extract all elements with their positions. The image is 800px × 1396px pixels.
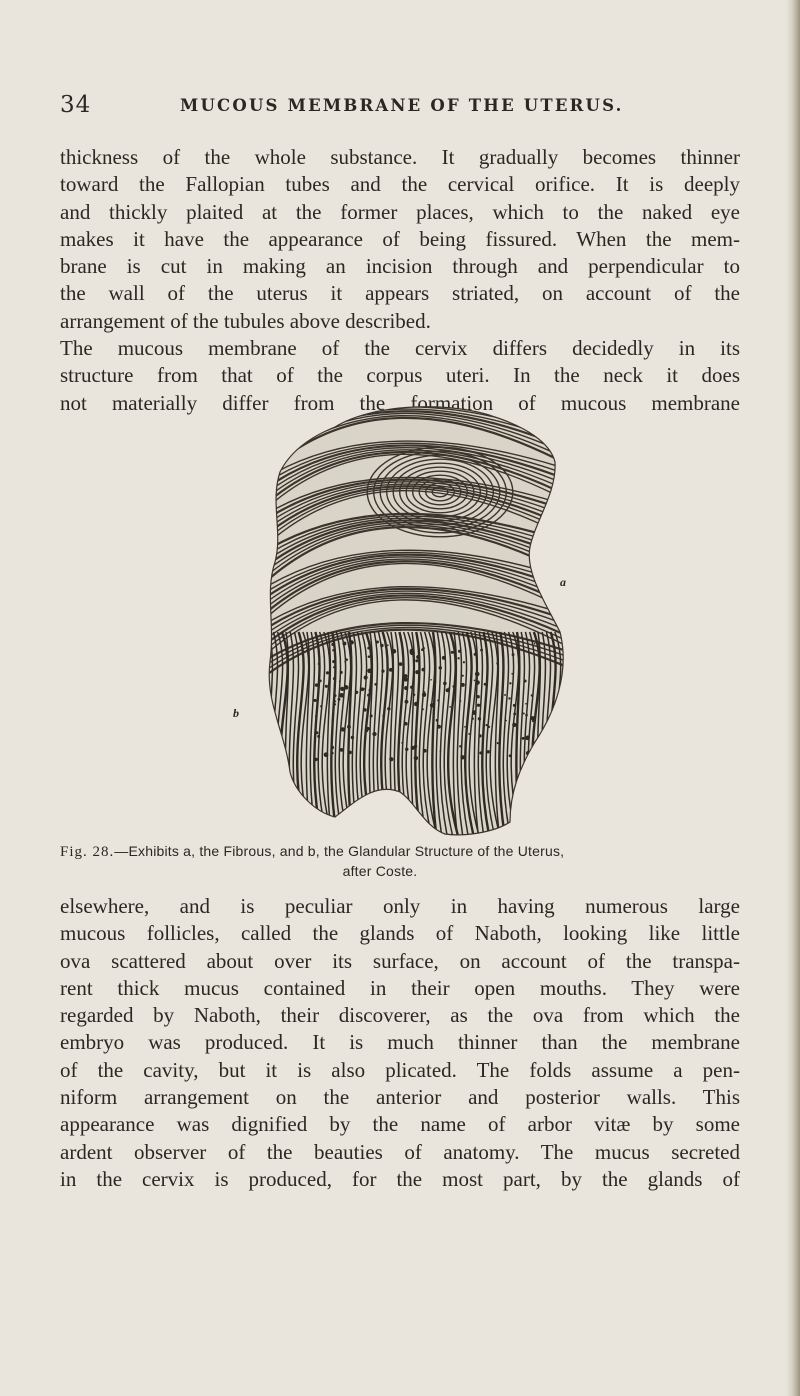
caption-credit: after Coste. — [342, 863, 418, 879]
gland-dot — [524, 679, 527, 682]
gland-dot — [380, 644, 384, 648]
gland-dot — [451, 651, 454, 654]
gland-dot — [340, 748, 344, 752]
gland-dot — [437, 699, 439, 701]
gland-dot — [326, 671, 329, 674]
gland-dot — [333, 666, 335, 668]
text-line: ardent observer of the beauties of anatomy. The mucus secreted — [60, 1139, 740, 1164]
gland-dot — [331, 746, 334, 749]
gland-dot — [368, 655, 371, 658]
gland-dot — [405, 748, 408, 751]
gland-dot — [472, 710, 477, 715]
gland-dot — [345, 658, 348, 661]
text-line: and thickly plaited at the former places, which to the naked eye — [60, 199, 740, 224]
gland-dot — [415, 659, 418, 662]
gland-dot — [487, 750, 490, 753]
gland-dot — [479, 751, 482, 754]
gland-dot — [449, 706, 451, 708]
gland-dot — [423, 749, 427, 753]
gland-dot — [513, 704, 516, 707]
gland-dot — [461, 683, 465, 687]
gland-dot — [369, 689, 372, 692]
gland-dot — [404, 686, 408, 690]
gland-dot — [496, 662, 499, 665]
gland-dot — [474, 653, 477, 656]
gland-dot — [410, 686, 413, 689]
gland-dot — [342, 642, 346, 646]
gland-dot — [376, 640, 379, 643]
text-line: elsewhere, and is peculiar only in having numerous large — [60, 894, 740, 918]
gland-dot — [531, 694, 533, 696]
gland-dot — [522, 737, 525, 740]
text-line: brane is cut in making an incision through and perpendicular to — [60, 254, 740, 279]
gland-dot — [404, 722, 408, 726]
gland-dot — [350, 640, 354, 644]
gland-dot — [340, 671, 343, 674]
gland-dot — [462, 675, 464, 677]
gland-dot — [331, 752, 333, 754]
gland-dot — [389, 668, 393, 672]
gland-dot — [389, 757, 393, 761]
text-line: thickness of the whole substance. It gradually becomes thinner — [60, 145, 740, 169]
gland-dot — [313, 699, 316, 702]
gland-dot — [452, 685, 455, 688]
gland-dot — [351, 736, 354, 739]
text-line: niform arrangement on the anterior and posterior walls. This — [60, 1085, 740, 1110]
page-header — [60, 92, 740, 122]
gland-dot — [339, 680, 341, 682]
gland-dot — [410, 649, 415, 654]
figure-label-a: a — [560, 575, 566, 589]
gland-dot — [504, 694, 506, 696]
gland-dot — [401, 742, 403, 744]
gland-dot — [430, 703, 435, 708]
gland-dot — [513, 712, 516, 715]
gland-dot — [381, 669, 384, 672]
gland-dot — [476, 695, 479, 698]
gland-dot — [387, 707, 390, 710]
gland-dot — [324, 752, 329, 757]
gland-dot — [477, 704, 480, 707]
gland-dot — [442, 656, 446, 660]
gland-dot — [480, 649, 483, 652]
gland-dot — [436, 719, 439, 722]
gland-dot — [415, 670, 419, 674]
gland-dot — [399, 662, 403, 666]
gland-dot — [367, 669, 372, 674]
gland-dot — [319, 679, 322, 682]
gland-dot — [315, 683, 318, 686]
gland-dot — [523, 712, 525, 714]
gland-dot — [335, 701, 337, 703]
gland-dot — [475, 672, 480, 677]
gland-dot — [344, 661, 346, 663]
gland-dot — [459, 700, 461, 702]
gland-dot — [348, 751, 352, 755]
gland-dot — [340, 687, 344, 691]
text-line: ova scattered about over its surface, on account of the transpa- — [60, 948, 740, 973]
gland-dot — [367, 647, 370, 650]
running-title: MUCOUS MEMBRANE OF THE UTERUS. — [180, 96, 624, 115]
text-line: arrangement of the tubules above described. — [60, 308, 431, 333]
gland-dot — [512, 723, 516, 727]
gland-dot — [382, 715, 384, 717]
gland-dot — [475, 680, 480, 685]
gland-dot — [414, 756, 418, 760]
gland-dot — [338, 698, 341, 701]
gland-dot — [422, 708, 424, 710]
gland-dot — [320, 705, 322, 707]
gland-dot — [430, 679, 432, 681]
gland-dot — [505, 720, 507, 722]
engraving-hatching — [225, 372, 585, 840]
gland-dot — [525, 736, 530, 741]
gland-dot — [414, 702, 418, 706]
gland-dot — [392, 649, 396, 653]
text-line: regarded by Naboth, their discoverer, as the ova from which the — [60, 1003, 740, 1028]
gland-dot — [318, 663, 321, 666]
gland-dot — [421, 648, 424, 651]
gland-dot — [331, 643, 334, 646]
gland-dot — [440, 751, 442, 753]
gland-dot — [434, 681, 436, 683]
page-edge-shadow — [786, 0, 800, 1396]
gland-dot — [511, 673, 513, 675]
gland-dot — [355, 691, 358, 694]
gland-dot — [334, 703, 336, 705]
gland-dot — [512, 653, 515, 656]
text-line: structure from that of the corpus uteri. In the neck it does — [60, 363, 740, 388]
gland-dot — [463, 661, 465, 663]
gland-dot — [332, 660, 335, 663]
gland-dot — [421, 668, 425, 672]
caption-figure-number: Fig. 28. — [60, 844, 115, 860]
gland-dot — [464, 726, 466, 728]
text-line: toward the Fallopian tubes and the cervical orifice. It is deeply — [60, 172, 740, 197]
gland-dot — [439, 666, 442, 669]
gland-dot — [459, 745, 461, 747]
uterus-engraving — [225, 372, 585, 840]
gland-dot — [325, 685, 328, 688]
gland-dot — [374, 683, 377, 686]
gland-dot — [344, 685, 349, 690]
gland-dot — [532, 720, 534, 722]
figure-uterus-structure — [225, 372, 585, 840]
gland-dot — [370, 714, 373, 717]
gland-dot — [460, 755, 464, 759]
gland-dot — [364, 677, 367, 680]
gland-dot — [458, 650, 461, 653]
gland-dot — [315, 731, 318, 734]
text-line: the wall of the uterus it appears striated, on account of the — [60, 281, 740, 306]
text-line: mucous follicles, called the glands of Naboth, looking like little — [60, 921, 740, 946]
gland-dot — [333, 677, 336, 680]
text-line: of the cavity, but it is also plicated. The folds assume a pen- — [60, 1057, 740, 1082]
gland-dot — [525, 703, 527, 705]
gland-dot — [411, 746, 415, 750]
gland-dot — [363, 708, 367, 712]
gland-dot — [367, 694, 370, 697]
figure-caption — [60, 842, 760, 881]
gland-dot — [437, 725, 441, 729]
gland-dot — [405, 700, 409, 704]
gland-dot — [317, 735, 320, 738]
gland-dot — [484, 683, 487, 686]
gland-dot — [448, 687, 450, 689]
gland-dot — [497, 742, 499, 744]
figure-label-b: b — [233, 706, 239, 720]
gland-dot — [423, 693, 426, 696]
gland-dot — [488, 726, 490, 728]
text-line: appearance was dignified by the name of arbor vitæ by some — [60, 1112, 740, 1137]
gland-dot — [404, 677, 408, 681]
gland-dot — [372, 732, 376, 736]
text-line: makes it have the appearance of being fissured. When the mem- — [60, 226, 740, 251]
gland-dot — [341, 727, 345, 731]
gland-dot — [363, 688, 365, 690]
gland-dot — [457, 657, 459, 659]
gland-dot — [415, 745, 417, 747]
gland-dot — [525, 714, 528, 717]
text-line: rent thick mucus contained in their open mouths. They were — [60, 975, 740, 1000]
gland-dot — [416, 655, 420, 659]
gland-dot — [366, 722, 368, 724]
glandular-fibre-stroke — [264, 632, 269, 840]
gland-dot — [534, 643, 536, 645]
gland-dot — [423, 691, 425, 693]
gland-dot — [531, 716, 535, 720]
gland-dot — [479, 734, 482, 737]
text-line: in the cervix is produced, for the most part, by the glands of — [60, 1166, 740, 1191]
gland-dot — [508, 697, 510, 699]
gland-dot — [509, 682, 511, 684]
text-line: embryo was produced. It is much thinner than the membrane — [60, 1030, 740, 1055]
gland-dot — [315, 715, 317, 717]
gland-dot — [472, 717, 474, 719]
gland-dot — [387, 644, 389, 646]
gland-dot — [334, 683, 336, 685]
caption-text: —Exhibits a, the Fibrous, and b, the Glandular Structure of the Uterus, — [114, 843, 565, 859]
gland-dot — [478, 717, 481, 720]
gland-dot — [314, 758, 318, 762]
gland-dot — [509, 754, 512, 757]
text-line: not materially differ from the formation of mucous membrane — [60, 390, 740, 415]
gland-dot — [334, 694, 337, 697]
gland-dot — [485, 724, 487, 726]
gland-dot — [413, 693, 415, 695]
gland-dot — [468, 733, 470, 735]
page-number: 34 — [60, 92, 92, 118]
gland-dot — [443, 682, 447, 686]
gland-dot — [332, 649, 334, 651]
gland-dot — [339, 693, 344, 698]
gland-dot — [366, 727, 370, 731]
paragraph-3 — [60, 893, 740, 1193]
gland-dot — [474, 680, 476, 682]
paragraph-1 — [60, 144, 740, 335]
text-line: The mucous membrane of the cervix differs decidedly in its — [60, 336, 740, 360]
gland-dot — [347, 725, 351, 729]
